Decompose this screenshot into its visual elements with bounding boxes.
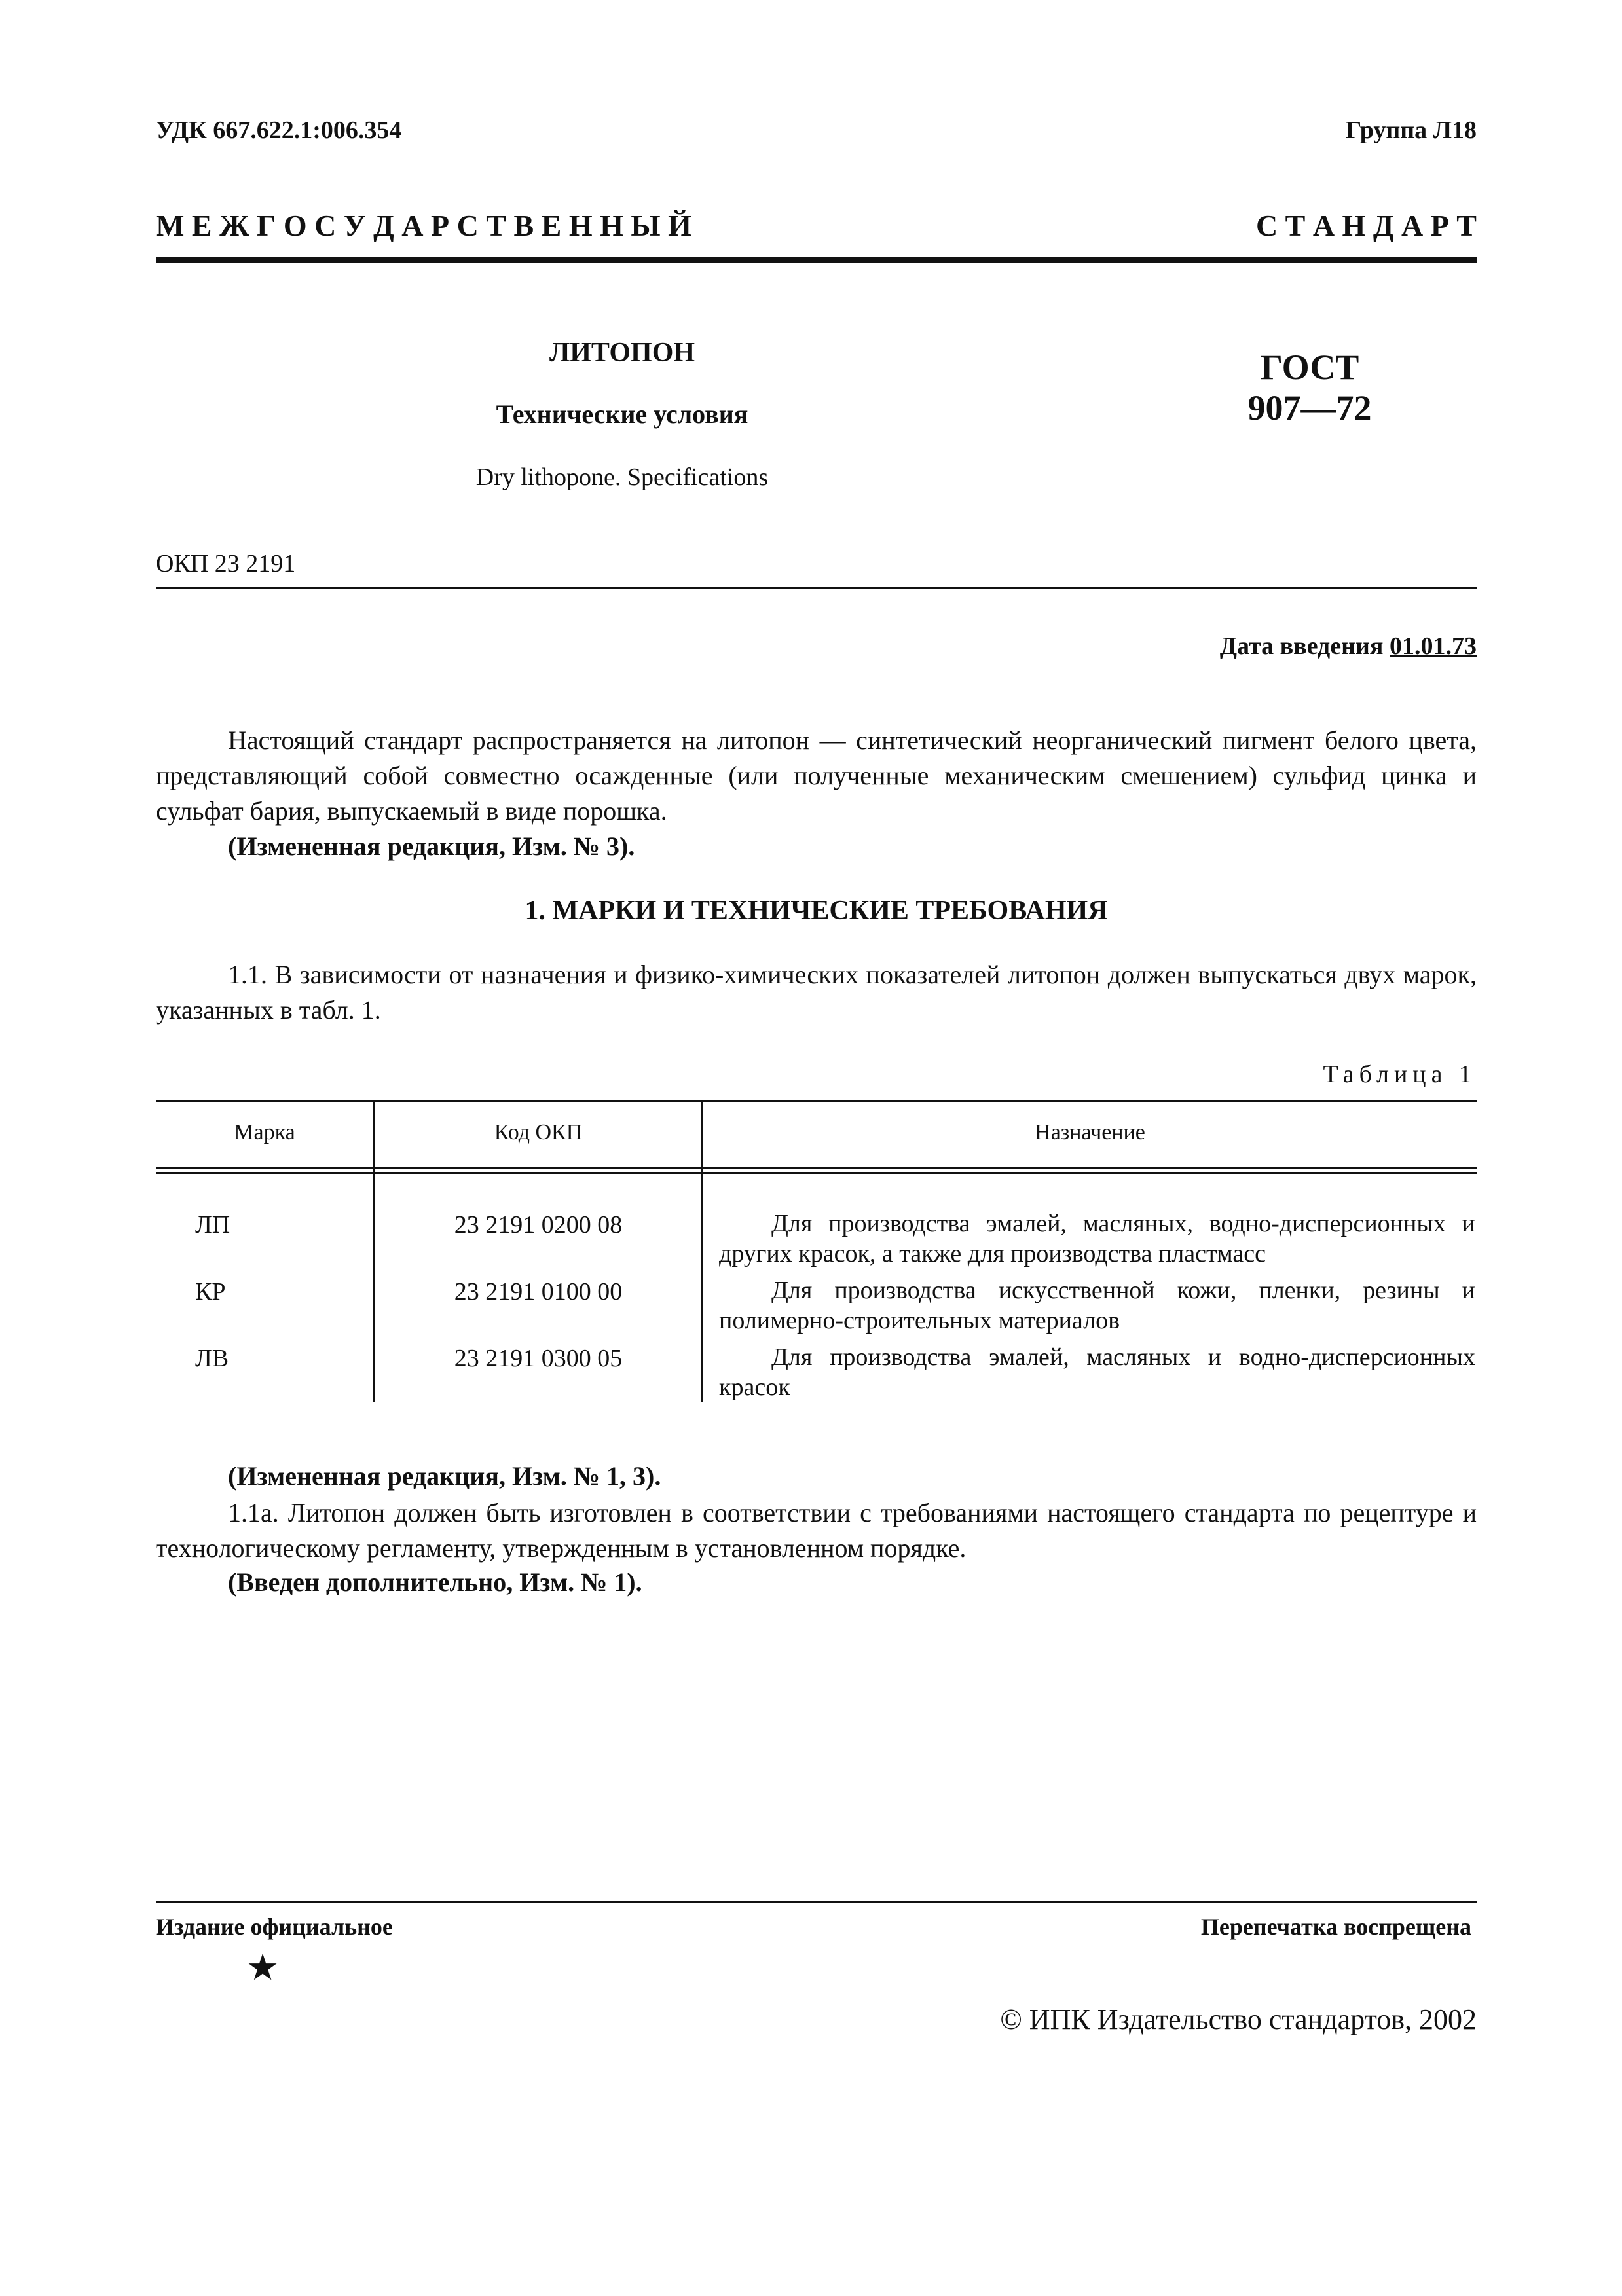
- cell-code: 23 2191 0300 05: [454, 1345, 623, 1372]
- cell-mark: ЛП: [195, 1211, 230, 1239]
- table-caption: Таблица 1: [1323, 1061, 1477, 1088]
- footer-rule: [156, 1901, 1477, 1903]
- column-header-code: Код ОКП: [494, 1120, 583, 1144]
- reprint-prohibited-label: Перепечатка воспрещена: [1200, 1914, 1471, 1940]
- column-header-purpose: Назначение: [1035, 1120, 1145, 1144]
- table-row: [156, 1342, 1477, 1409]
- table-header-rule: [156, 1167, 1477, 1169]
- cell-mark: ЛВ: [195, 1345, 229, 1372]
- cell-code: 23 2191 0200 08: [454, 1211, 623, 1239]
- group-code: Группа Л18: [1345, 117, 1477, 144]
- table-row: [156, 1275, 1477, 1342]
- intro-date: [1220, 629, 1477, 664]
- cell-purpose: Для производства эмалей, масляных и водно-дисперсионных красок: [719, 1343, 1475, 1401]
- cell-purpose: Для производства эмалей, масляных, водно-дисперсионных и других красок, а также для производства пластмасс: [719, 1210, 1475, 1267]
- grades-table: [156, 1100, 1477, 1402]
- table-header-rule-double: [156, 1172, 1477, 1174]
- english-title: Dry lithopone. Specifications: [475, 464, 769, 491]
- table-row: [156, 1209, 1477, 1275]
- gost-label: ГОСТ: [1260, 348, 1359, 387]
- section-heading: 1. МАРКИ И ТЕХНИЧЕСКИЕ ТРЕБОВАНИЯ: [525, 896, 1108, 926]
- banner-word-interstate: М Е Ж Г О С У Д А Р С Т В Е Н Н Ы Й: [156, 209, 691, 242]
- column-header-mark: Марка: [234, 1120, 295, 1144]
- gost-code: 907—72: [1247, 388, 1372, 428]
- cell-purpose: Для производства искусственной кожи, пленки, резины и полимерно-строительных материалов: [719, 1277, 1475, 1334]
- cell-mark: КР: [195, 1278, 226, 1305]
- star-icon: ★: [246, 1946, 280, 1989]
- copyright-notice: © ИПК Издательство стандартов, 2002: [1000, 2003, 1477, 2035]
- table-top-rule: [156, 1100, 1477, 1102]
- official-edition-label: Издание официальное: [156, 1914, 393, 1940]
- intro-date-value: 01.01.73: [1390, 632, 1477, 660]
- amendment-note-1: (Измененная редакция, Изм. № 3).: [228, 831, 635, 861]
- cell-code: 23 2191 0100 00: [454, 1278, 623, 1305]
- clause-1-1: 1.1. В зависимости от назначения и физико-химических показателей литопон должен выпускаться двух марок, указанных в табл. 1.: [156, 960, 1477, 1025]
- okp-code: ОКП 23 2191: [156, 550, 296, 577]
- clause-1-1a: 1.1а. Литопон должен быть изготовлен в соответствии с требованиями настоящего стандарта по рецептуре и технологическому регламенту, утвержденным в установленном порядке.: [156, 1498, 1477, 1563]
- amendment-note-3: (Введен дополнительно, Изм. № 1).: [228, 1567, 642, 1597]
- intro-date-label: Дата введения: [1219, 632, 1390, 660]
- document-subtitle: Технические условия: [496, 399, 748, 429]
- gost-number: [1231, 347, 1388, 428]
- banner-word-standard: С Т А Н Д А Р Т: [1255, 209, 1477, 242]
- scope-paragraph: Настоящий стандарт распространяется на литопон — синтетический неорганический пигмент белого цвета, представляющий собой совместно осажденные (или полученные механическим смешением) сульфид цинка и сульфат бария, выпускаемый в виде порошка.: [156, 725, 1477, 826]
- amendment-note-2: (Измененная редакция, Изм. № 1, 3).: [228, 1461, 661, 1491]
- header-rule: [156, 257, 1477, 263]
- okp-rule: [156, 587, 1477, 589]
- udk-code: УДК 667.622.1:006.354: [156, 117, 402, 144]
- document-title: ЛИТОПОН: [549, 338, 695, 368]
- standard-banner: [156, 208, 1477, 244]
